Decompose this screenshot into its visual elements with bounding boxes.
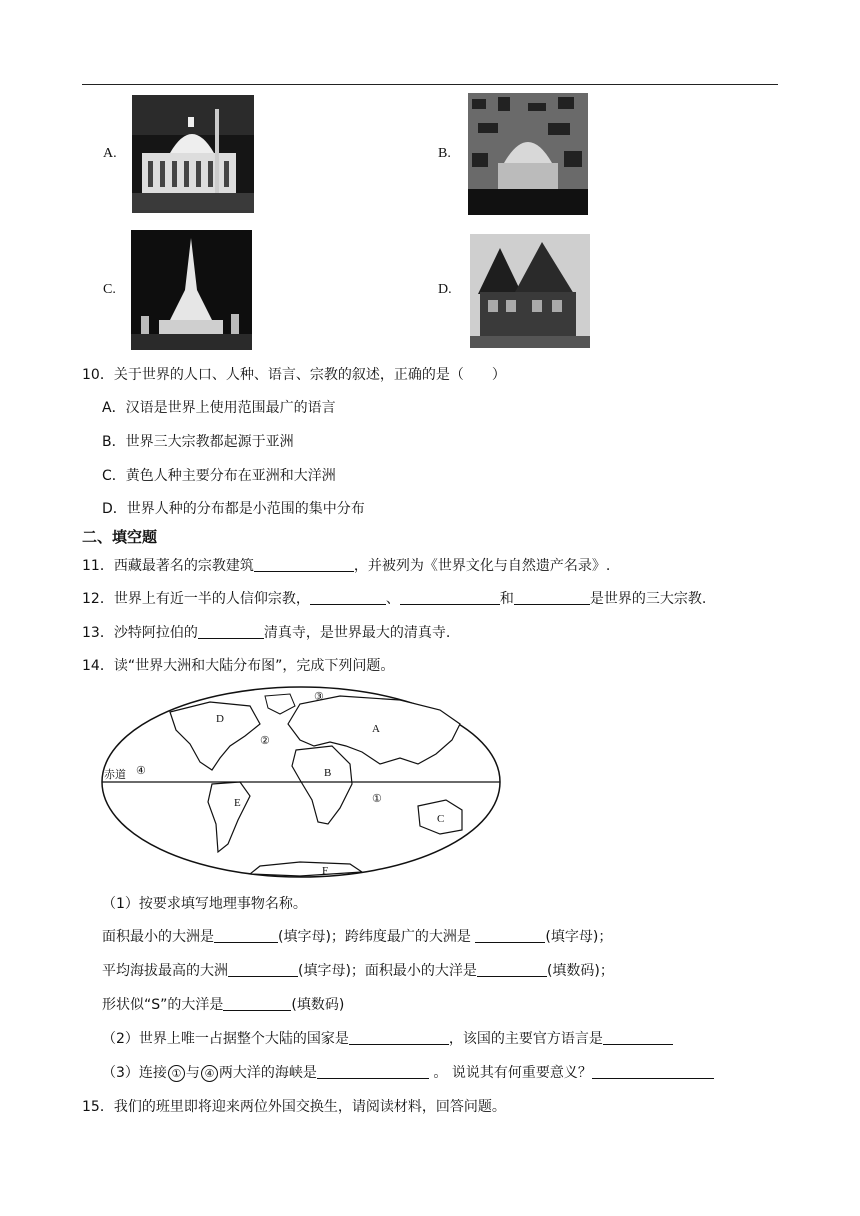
q10-option-c: C．黄色人种主要分布在亚洲和大洋洲: [102, 468, 336, 484]
map-ocean-1: ①: [372, 793, 382, 805]
q14-l1-text-b: (填字母)；跨纬度最广的大洲是: [278, 929, 471, 945]
option-label-b: B.: [438, 146, 451, 161]
q13-text-a: 13．沙特阿拉伯的: [82, 625, 198, 641]
q14-l1-text-c: (填字母)；: [545, 929, 613, 945]
q14-p3-text-d: 。 说说其有何重要意义？: [433, 1065, 592, 1081]
ocean-4-circle: ④: [201, 1065, 218, 1082]
q14-line-3: [102, 996, 344, 1014]
q12-text-b: 、: [385, 591, 400, 607]
q12-text-d: 是世界的三大宗教.: [589, 591, 707, 607]
option-label-a: A.: [103, 146, 117, 161]
question-12: [82, 590, 706, 608]
q14-l1-blank-1[interactable]: [214, 928, 278, 943]
q14-line-1: [102, 928, 612, 946]
q14-p3-blank-2[interactable]: [592, 1064, 714, 1079]
q12-blank-2[interactable]: [400, 590, 500, 605]
map-letter-d: D: [216, 713, 224, 725]
q12-blank-3[interactable]: [514, 590, 590, 605]
q14-l2-blank-2[interactable]: [477, 962, 547, 977]
question-10-stem: 10．关于世界的人口、人种、语言、宗教的叙述，正确的是（ ）: [82, 367, 506, 383]
q14-l1-text-a: 面积最小的大洲是: [102, 929, 214, 945]
q11-text-b: ，并被列为《世界文化与自然遗产名录》.: [353, 558, 611, 574]
q14-l1-blank-2[interactable]: [475, 928, 545, 943]
question-14-stem: 14．读“世界大洲和大陆分布图”，完成下列问题。: [82, 658, 395, 674]
q14-line-2: [102, 962, 614, 980]
world-continents-map: [100, 684, 502, 880]
question-11: [82, 557, 610, 575]
q12-text-c: 和: [499, 591, 514, 607]
q12-blank-1[interactable]: [310, 590, 386, 605]
question-15-stem: 15．我们的班里即将迎来两位外国交换生，请阅读材料，回答问题。: [82, 1099, 506, 1115]
q14-p2-blank-1[interactable]: [349, 1030, 449, 1045]
q10-option-b: B．世界三大宗教都起源于亚洲: [102, 434, 294, 450]
q14-l2-blank-1[interactable]: [228, 962, 298, 977]
q14-p3-text-c: 两大洋的海峡是: [218, 1065, 317, 1081]
map-letter-b: B: [324, 767, 332, 779]
q11-text-a: 11．西藏最著名的宗教建筑: [82, 558, 254, 574]
q13-blank[interactable]: [198, 624, 264, 639]
header-rule: [82, 84, 778, 85]
map-letter-c: C: [437, 813, 445, 825]
q14-l2-text-b: (填字母)；面积最小的大洋是: [298, 963, 477, 979]
mosque-photo: [468, 93, 588, 215]
ocean-1-circle: ①: [168, 1065, 185, 1082]
q14-l3-blank[interactable]: [223, 996, 291, 1011]
pagoda-photo: [131, 230, 252, 350]
option-label-c: C.: [103, 282, 116, 297]
map-ocean-4: ④: [136, 765, 146, 777]
q14-p3-text-b: 与: [185, 1065, 200, 1081]
q14-l2-text-c: (填数码)；: [546, 963, 614, 979]
wooden-house-photo: [470, 234, 590, 348]
map-letter-a: A: [372, 723, 380, 735]
map-ocean-2: ②: [260, 735, 270, 747]
equator-label: 赤道: [104, 769, 126, 781]
q14-l3-text-b: (填数码): [291, 997, 345, 1013]
q14-l2-text-a: 平均海拔最高的大洲: [102, 963, 228, 979]
q14-part-2: [102, 1030, 673, 1048]
q14-p3-blank-1[interactable]: [317, 1064, 429, 1079]
q14-part-3: [102, 1064, 714, 1082]
q14-p2-text-a: （2）世界上唯一占据整个大陆的国家是: [102, 1031, 349, 1047]
q14-l3-text-a: 形状似“S”的大洋是: [102, 997, 224, 1013]
basilica-photo: [132, 95, 254, 213]
q14-p3-text-a: （3）连接: [102, 1065, 167, 1081]
q13-text-b: 清真寺，是世界最大的清真寺.: [263, 625, 451, 641]
q14-p2-blank-2[interactable]: [603, 1030, 673, 1045]
q14-p2-text-b: ，该国的主要官方语言是: [448, 1031, 603, 1047]
map-letter-e: E: [234, 797, 241, 809]
section-title: 二、填空题: [82, 528, 158, 546]
map-ocean-3: ③: [314, 691, 324, 703]
map-letter-f: F: [322, 865, 329, 877]
q11-blank[interactable]: [254, 557, 354, 572]
q10-option-d: D．世界人种的分布都是小范围的集中分布: [102, 501, 365, 517]
q12-text-a: 12．世界上有近一半的人信仰宗教，: [82, 591, 310, 607]
q14-part-1: （1）按要求填写地理事物名称。: [102, 896, 307, 912]
q10-option-a: A．汉语是世界上使用范围最广的语言: [102, 400, 336, 416]
question-13: [82, 624, 450, 642]
option-label-d: D.: [438, 282, 452, 297]
